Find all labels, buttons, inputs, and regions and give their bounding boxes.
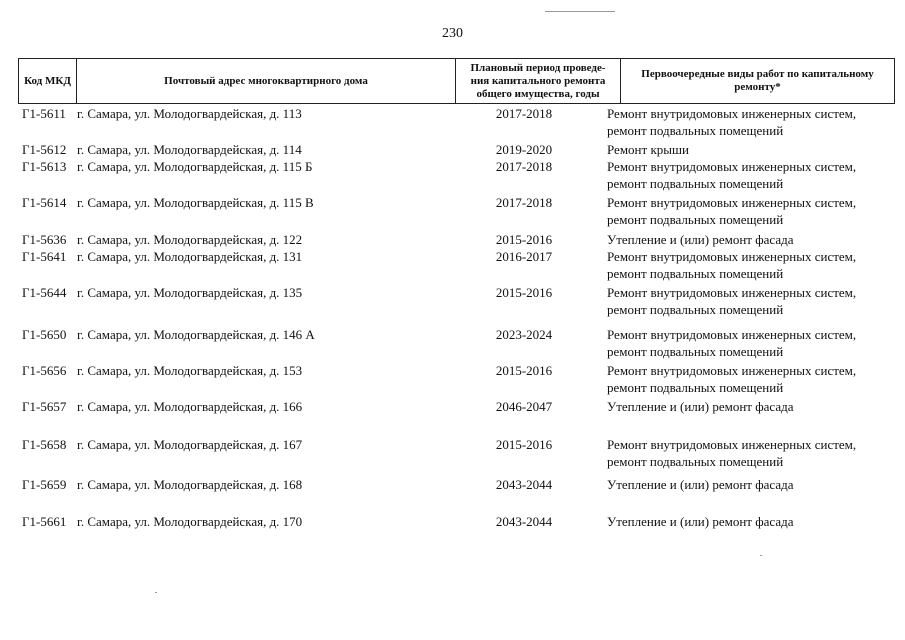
row-period: 2016-2017 — [495, 249, 553, 264]
header-period-line: Плановый период проведе- — [470, 61, 606, 74]
row-works — [607, 436, 897, 470]
row-address: г. Самара, ул. Молодогвардейская, д. 131 — [77, 249, 303, 264]
row-works-line: ремонт подвальных помещений — [607, 176, 784, 191]
row-works-line: ремонт подвальных помещений — [607, 123, 784, 138]
row-works — [607, 248, 897, 282]
table-header — [18, 58, 895, 104]
row-period: 2046-2047 — [495, 399, 553, 414]
row-code: Г1-5644 — [22, 285, 67, 300]
row-works — [607, 158, 897, 192]
row-period: 2043-2044 — [495, 477, 553, 492]
row-works-line: Ремонт внутридомовых инженерных систем, — [607, 159, 857, 174]
row-period: 2015-2016 — [495, 363, 553, 378]
row-code: Г1-5641 — [22, 249, 67, 264]
row-period: 2015-2016 — [495, 232, 553, 247]
row-code: Г1-5611 — [22, 106, 66, 121]
header-period-line: общего имущества, годы — [476, 87, 600, 100]
row-works — [607, 141, 897, 158]
row-works-line: Утепление и (или) ремонт фасада — [607, 514, 794, 529]
row-works — [607, 476, 897, 493]
page-number: 230 — [442, 26, 463, 41]
row-works — [607, 362, 897, 396]
row-works — [607, 284, 897, 318]
header-works-line: ремонту* — [734, 81, 781, 93]
row-period: 2015-2016 — [495, 285, 553, 300]
row-code: Г1-5659 — [22, 477, 67, 492]
row-works — [607, 231, 897, 248]
row-code: Г1-5614 — [22, 195, 67, 210]
row-works-line: ремонт подвальных помещений — [607, 454, 784, 469]
row-address: г. Самара, ул. Молодогвардейская, д. 135 — [77, 285, 303, 300]
row-code: Г1-5656 — [22, 363, 67, 378]
row-works — [607, 105, 897, 139]
row-works-line: Ремонт внутридомовых инженерных систем, — [607, 195, 857, 210]
row-works-line: ремонт подвальных помещений — [607, 344, 784, 359]
row-works-line: Ремонт внутридомовых инженерных систем, — [607, 249, 857, 264]
row-works — [607, 398, 897, 415]
row-works-line: ремонт подвальных помещений — [607, 380, 784, 395]
row-period: 2019-2020 — [495, 142, 553, 157]
row-works-line: Утепление и (или) ремонт фасада — [607, 232, 794, 247]
row-works — [607, 194, 897, 228]
header-period — [456, 59, 621, 103]
row-period: 2015-2016 — [495, 437, 553, 452]
row-address: г. Самара, ул. Молодогвардейская, д. 167 — [77, 437, 303, 452]
row-address: г. Самара, ул. Молодогвардейская, д. 153 — [77, 363, 303, 378]
row-works-line: Утепление и (или) ремонт фасада — [607, 477, 794, 492]
row-code: Г1-5658 — [22, 437, 67, 452]
header-period-line: ния капитального ремонта — [470, 74, 606, 87]
row-works-line: ремонт подвальных помещений — [607, 266, 784, 281]
row-period: 2043-2044 — [495, 514, 553, 529]
row-address: г. Самара, ул. Молодогвардейская, д. 115 В — [77, 195, 314, 210]
row-address: г. Самара, ул. Молодогвардейская, д. 115 Б — [77, 159, 313, 174]
row-address: г. Самара, ул. Молодогвардейская, д. 166 — [77, 399, 303, 414]
row-address: г. Самара, ул. Молодогвардейская, д. 122 — [77, 232, 303, 247]
row-code: Г1-5636 — [22, 232, 67, 247]
header-code: Код МКД — [19, 59, 77, 103]
row-works-line: Ремонт внутридомовых инженерных систем, — [607, 106, 857, 121]
row-works-line: Ремонт внутридомовых инженерных систем, — [607, 437, 857, 452]
row-works-line: Ремонт крыши — [607, 142, 689, 157]
header-works-line: Первоочередные виды работ по капитальному — [641, 68, 874, 80]
row-period: 2017-2018 — [495, 159, 553, 174]
row-period: 2017-2018 — [495, 106, 553, 121]
header-works — [621, 59, 894, 103]
row-works-line: Ремонт внутридомовых инженерных систем, — [607, 285, 857, 300]
row-code: Г1-5657 — [22, 399, 67, 414]
row-works-line: Утепление и (или) ремонт фасада — [607, 399, 794, 414]
row-works-line: ремонт подвальных помещений — [607, 302, 784, 317]
row-works — [607, 326, 897, 360]
row-period: 2017-2018 — [495, 195, 553, 210]
row-address: г. Самара, ул. Молодогвардейская, д. 170 — [77, 514, 303, 529]
row-period: 2023-2024 — [495, 327, 553, 342]
row-works-line: ремонт подвальных помещений — [607, 212, 784, 227]
row-works — [607, 513, 897, 530]
row-address: г. Самара, ул. Молодогвардейская, д. 114 — [77, 142, 302, 157]
row-address: г. Самара, ул. Молодогвардейская, д. 146 А — [77, 327, 315, 342]
row-code: Г1-5612 — [22, 142, 67, 157]
row-address: г. Самара, ул. Молодогвардейская, д. 113 — [77, 106, 302, 121]
row-address: г. Самара, ул. Молодогвардейская, д. 168 — [77, 477, 303, 492]
row-works-line: Ремонт внутридомовых инженерных систем, — [607, 363, 857, 378]
row-works-line: Ремонт внутридомовых инженерных систем, — [607, 327, 857, 342]
header-address: Почтовый адрес многоквартирного дома — [77, 59, 456, 103]
row-code: Г1-5613 — [22, 159, 67, 174]
row-code: Г1-5650 — [22, 327, 67, 342]
row-code: Г1-5661 — [22, 514, 67, 529]
